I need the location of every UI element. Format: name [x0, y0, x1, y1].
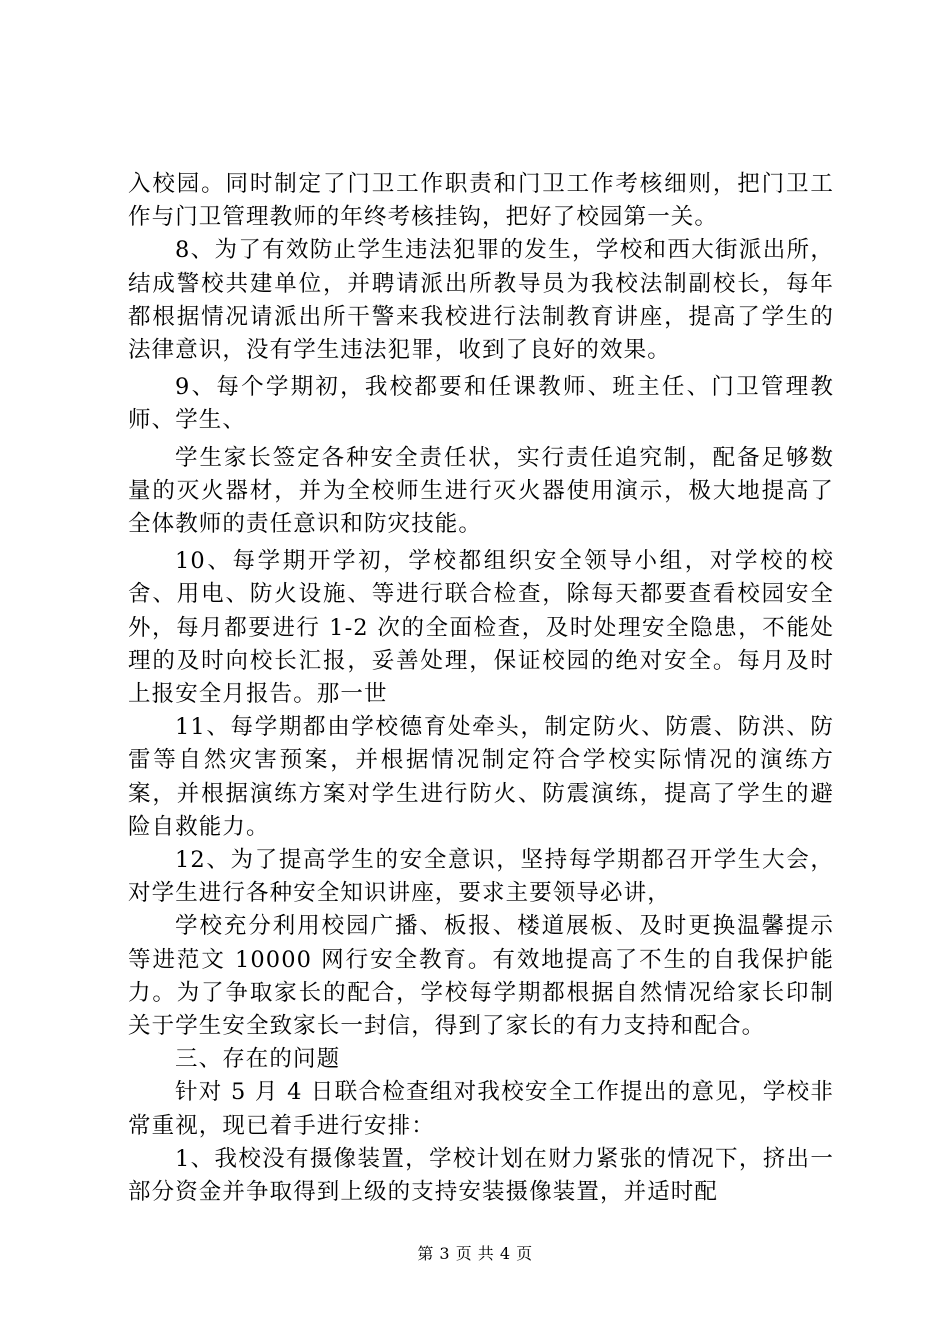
- paragraph-continuation: 入校园。同时制定了门卫工作职责和门卫工作考核细则，把门卫工作与门卫管理教师的年终考核挂钩，把好了校园第一关。: [128, 171, 834, 231]
- paragraph-inspection-response: 针对 5 月 4 日联合检查组对我校安全工作提出的意见，学校非常重视，现已着手进行安排：: [128, 1079, 834, 1139]
- paragraph-item-11: 11、每学期都由学校德育处牵头，制定防火、防震、防洪、防雷等自然灾害预案，并根据情况制定符合学校实际情况的演练方案，并根据演练方案对学生进行防火、防震演练，提高了学生的避险自救能力。: [128, 714, 834, 840]
- document-body: [128, 168, 834, 1209]
- paragraph-item-10: 10、每学期开学初，学校都组织安全领导小组，对学校的校舍、用电、防火设施、等进行联合检查，除每天都要查看校园安全外，每月都要进行 1-2 次的全面检查，及时处理安全隐患，不能处理的及时向校长汇报，妥善处理，保证校园的绝对安全。每月及时上报安全月报告。那一世: [128, 548, 834, 708]
- section-heading-problems: 三、存在的问题: [175, 1046, 341, 1073]
- paragraph-item-9: 9、每个学期初，我校都要和任课教师、班主任、门卫管理教师、学生、: [128, 374, 834, 434]
- paragraph-parents-responsibility: 学生家长签定各种安全责任状，实行责任追究制，配备足够数量的灭火器材，并为全校师生进行灭火器使用演示，极大地提高了全体教师的责任意识和防灾技能。: [128, 444, 834, 538]
- paragraph-item-8: 8、为了有效防止学生违法犯罪的发生，学校和西大街派出所，结成警校共建单位，并聘请派出所教导员为我校法制副校长，每年都根据情况请派出所干警来我校进行法制教育讲座，提高了学生的法律意识，没有学生违法犯罪，收到了良好的效果。: [128, 237, 834, 364]
- paragraph-safety-education: 学校充分利用校园广播、板报、楼道展板、及时更换温馨提示等进范文 10000 网行安全教育。有效地提高了不生的自我保护能力。为了争取家长的配合，学校每学期都根据自然情况给家长印制关于学生安全致家长一封信，得到了家长的有力支持和配合。: [128, 913, 834, 1040]
- page-footer: 第 3 页 共 4 页: [417, 1244, 533, 1263]
- paragraph-item-12: 12、为了提高学生的安全意识，坚持每学期都召开学生大会，对学生进行各种安全知识讲座，要求主要领导必讲，: [128, 847, 834, 907]
- paragraph-problem-1: 1、我校没有摄像装置，学校计划在财力紧张的情况下，挤出一部分资金并争取得到上级的支持安装摄像装置，并适时配: [128, 1145, 834, 1206]
